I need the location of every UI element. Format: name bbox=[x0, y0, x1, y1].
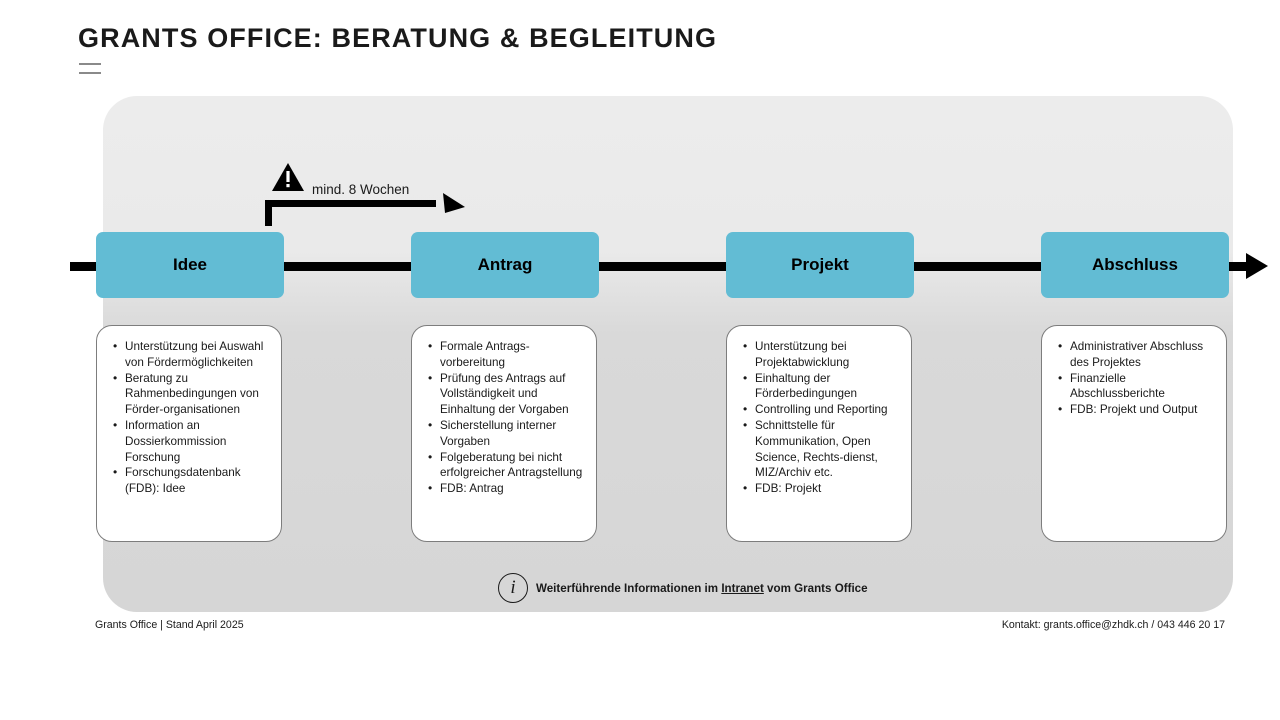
list-item: • Finanzielle Abschlussberichte bbox=[1070, 371, 1216, 403]
phase-box-antrag[interactable] bbox=[411, 232, 599, 298]
footer-right: Kontakt: grants.office@zhdk.ch / 043 446 20 17 bbox=[1001, 619, 1225, 631]
rework-loop-arrow bbox=[265, 200, 455, 226]
list-item: • Prüfung des Antrags auf Vollständigkeit und Einhaltung der Vorgaben bbox=[440, 371, 586, 418]
phase-label: Idee bbox=[172, 255, 208, 274]
list-item: • Unterstützung bei Projektabwicklung bbox=[755, 339, 901, 371]
detail-card-abschluss bbox=[1041, 325, 1227, 542]
list-item: • Unterstützung bei Auswahl von Fördermöglichkeiten bbox=[125, 339, 271, 371]
list-item: • Einhaltung der Förderbedingungen bbox=[755, 371, 901, 403]
warning-icon bbox=[271, 162, 305, 192]
list-item: • Controlling und Reporting bbox=[755, 402, 901, 418]
detail-card-antrag bbox=[411, 325, 597, 542]
list-item: • Beratung zu Rahmenbedingungen von Förder-organisationen bbox=[125, 371, 271, 418]
footer-left: Grants Office | Stand April 2025 bbox=[95, 619, 244, 631]
info-note-suffix: vom Grants Office bbox=[763, 581, 868, 595]
list-item: • FDB: Projekt und Output bbox=[1070, 402, 1216, 418]
title-divider-2 bbox=[79, 72, 101, 74]
lead-time-label: mind. 8 Wochen bbox=[312, 182, 410, 197]
page-title: GRANTS OFFICE: BERATUNG & BEGLEITUNG bbox=[78, 23, 718, 53]
list-item: • Information an Dossierkommission Forschung bbox=[125, 418, 271, 465]
list-item: • Folgeberatung bei nicht erfolgreicher Antragstellung bbox=[440, 450, 586, 482]
list-item: • Schnittstelle für Kommunikation, Open Science, Rechts-dienst, MIZ/Archiv etc. bbox=[755, 418, 901, 481]
info-note-text bbox=[536, 582, 868, 595]
detail-card-projekt bbox=[726, 325, 912, 542]
info-note bbox=[498, 573, 868, 603]
info-icon: i bbox=[498, 573, 528, 603]
list-item: • FDB: Projekt bbox=[755, 481, 901, 497]
info-note-prefix: Weiterführende Informationen im bbox=[536, 581, 722, 595]
phase-label: Antrag bbox=[477, 255, 533, 274]
phase-box-projekt[interactable] bbox=[726, 232, 914, 298]
list-item: • Formale Antrags-vorbereitung bbox=[440, 339, 586, 371]
timeline-arrow-head-icon bbox=[1246, 253, 1268, 279]
list-item: • Administrativer Abschluss des Projektes bbox=[1070, 339, 1216, 371]
phase-label: Abschluss bbox=[1092, 255, 1178, 274]
phase-box-abschluss[interactable] bbox=[1041, 232, 1229, 298]
detail-list bbox=[1050, 339, 1216, 418]
detail-card-idee bbox=[96, 325, 282, 542]
list-item: • FDB: Antrag bbox=[440, 481, 586, 497]
list-item: • Forschungsdatenbank (FDB): Idee bbox=[125, 465, 271, 497]
loop-top-segment bbox=[265, 200, 436, 207]
intranet-link[interactable]: Intranet bbox=[721, 581, 764, 595]
title-divider-1 bbox=[79, 63, 101, 65]
detail-list bbox=[105, 339, 271, 497]
phase-label: Projekt bbox=[791, 255, 849, 274]
list-item: • Sicherstellung interner Vorgaben bbox=[440, 418, 586, 450]
detail-list bbox=[735, 339, 901, 497]
detail-list bbox=[420, 339, 586, 497]
phase-box-idee[interactable] bbox=[96, 232, 284, 298]
